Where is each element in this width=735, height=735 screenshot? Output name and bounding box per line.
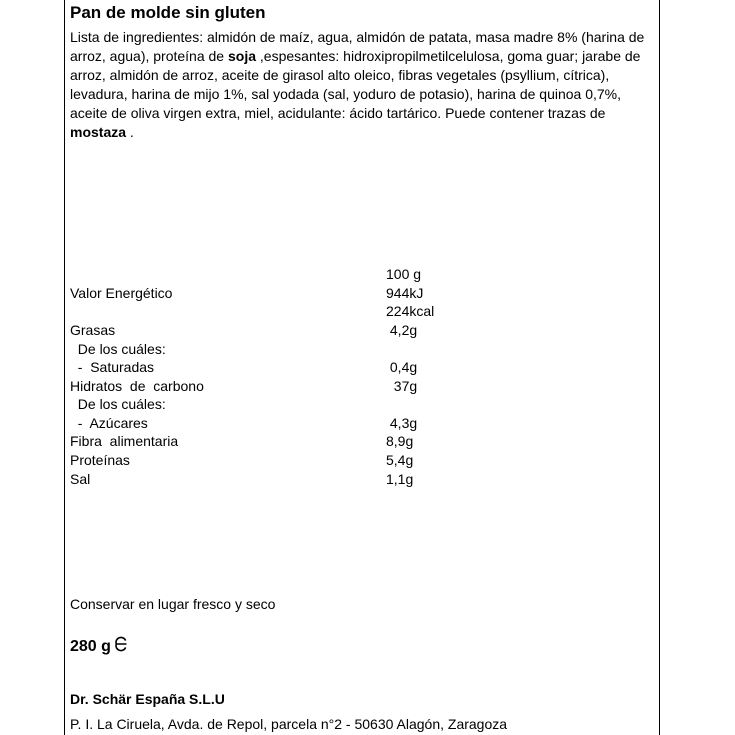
product-title: Pan de molde sin gluten <box>70 3 266 22</box>
nutrition-row-label: De los cuáles: <box>70 341 166 357</box>
nutrition-row-value: 37g <box>386 378 418 394</box>
nutrition-row-label: Proteínas <box>70 452 130 468</box>
nutrition-row-value: 1,1g <box>386 471 414 487</box>
company-address: P. I. La Ciruela, Avda. de Repol, parcela n°2 - 50630 Alagón, Zaragoza <box>70 716 508 732</box>
allergen-soja: soja <box>228 48 257 64</box>
net-weight <box>70 636 129 657</box>
estimated-sign-icon <box>113 636 129 657</box>
nutrition-row-label: Sal <box>70 471 91 487</box>
nutrition-row-label: - Saturadas <box>70 359 155 375</box>
nutrition-row-label: Hidratos de carbono <box>70 378 204 394</box>
nutrition-row-value: 0,4g <box>386 359 418 375</box>
nutrition-row-label: De los cuáles: <box>70 396 166 412</box>
nutrition-row-value: 4,2g <box>386 322 418 338</box>
ingredients-text-3: . <box>126 124 134 140</box>
nutrition-row-value: 4,3g <box>386 415 418 431</box>
nutrition-row-value: 944kJ <box>386 285 424 301</box>
ingredients-text-2: ,espesantes: hidroxipropilmetilcelulosa, goma guar; jarabe de arroz, almidón de arroz, aceite de girasol alto oleico, fibras vegetales (psyllium, cítrica), levadura, harina de mijo 1%, sal yodada (sal, yoduro de potasio), harina de quinoa 0,7%, aceite de oliva virgen extra, miel, acidulante: ácido tartárico. Puede contener trazas de <box>70 48 641 121</box>
nutrition-row-value: 5,4g <box>386 452 414 468</box>
nutrition-row-label: - Azúcares <box>70 415 148 431</box>
allergen-mostaza: mostaza <box>70 124 127 140</box>
nutrition-row-label: Fibra alimentaria <box>70 433 179 449</box>
company-name: Dr. Schär España S.L.U <box>70 691 225 707</box>
ingredients-text-1: Lista de ingredientes: almidón de maíz, agua, almidón de patata, masa madre 8% (harina de arroz, agua), proteína de <box>70 29 645 64</box>
net-weight-value: 280 g <box>70 637 111 655</box>
nutrition-row-value: 8,9g <box>386 433 414 449</box>
nutrition-per-label: 100 g <box>386 266 422 282</box>
nutrition-row-label: Valor Energético <box>70 285 173 301</box>
nutrition-row-value: 224kcal <box>386 303 435 319</box>
storage-instructions: Conservar en lugar fresco y seco <box>70 596 276 612</box>
nutrition-row-label: Grasas <box>70 322 116 338</box>
ingredients-list <box>70 28 655 142</box>
